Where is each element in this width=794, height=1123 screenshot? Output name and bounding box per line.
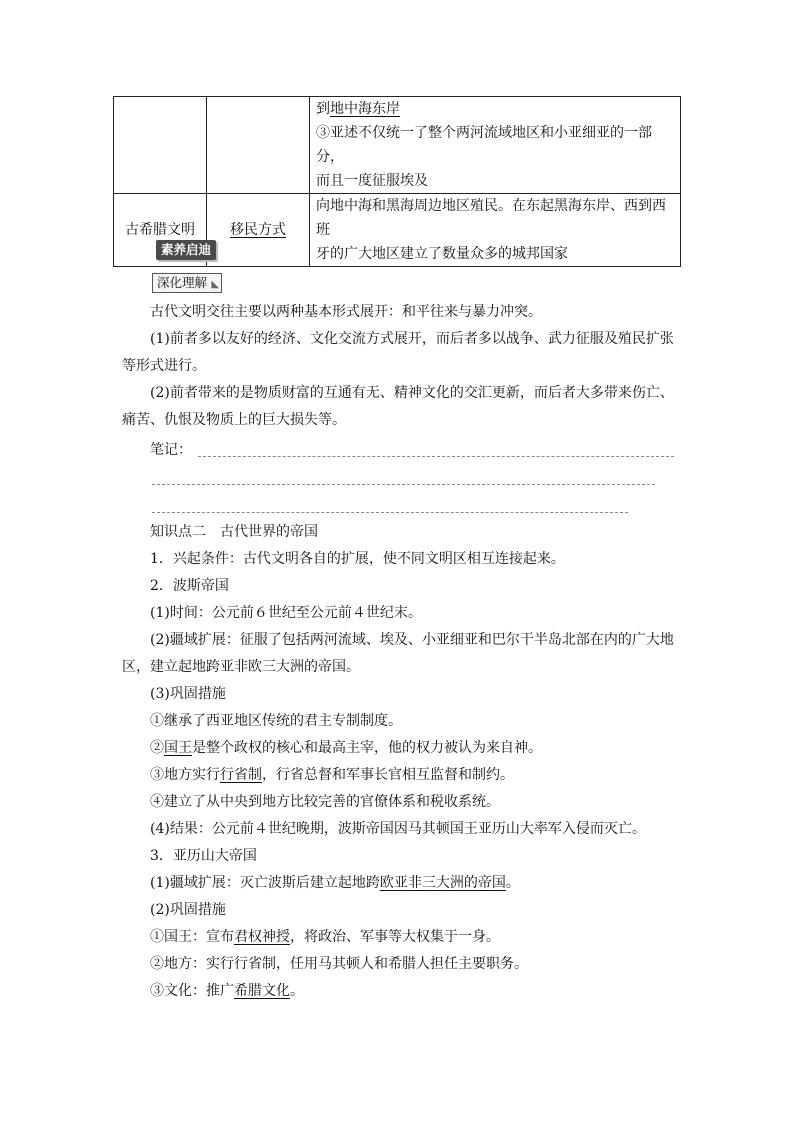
subsection-heading: 3．亚历山大帝国 <box>150 848 257 864</box>
text-span: ③文化：推广 <box>150 983 234 999</box>
paragraph-line: (4)结果：公元前４世纪晚期，波斯帝国因马其顿国王亚历山大率军入侵而灭亡。 <box>150 821 646 837</box>
text-span: ② <box>150 740 164 756</box>
table-cell-method <box>207 97 310 194</box>
underlined-term: 移民方式 <box>230 222 286 238</box>
cell-line: ③亚述不仅统一了整个两河流域地区和小亚细亚的一部分， <box>316 125 652 165</box>
paragraph-line: (2)疆域扩展：征服了包括两河流域、埃及、小亚细亚和巴尔干半岛北部在内的广大地 <box>150 632 674 648</box>
paragraph-line: (1)前者多以友好的经济、文化交流方式展开，而后者多以战争、武力征服及殖民扩张 <box>150 331 674 347</box>
text-span: ，将政治、军事等大权集于一身。 <box>290 929 500 945</box>
text-span: 是整个政权的核心和最高主宰，他的权力被认为来自神。 <box>192 740 542 756</box>
paragraph-line: ④建立了从中央到地方比较完善的官僚体系和税收系统。 <box>150 794 500 810</box>
underlined-term: 希腊文化 <box>234 983 290 999</box>
paragraph-line <box>150 765 514 785</box>
table-cell-method <box>207 194 310 267</box>
paragraph-line: ①继承了西亚地区传统的君主专制制度。 <box>150 713 402 729</box>
section-tag-label: 深化理解 <box>157 275 208 290</box>
paragraph-line: 古代文明交往主要以两种基本形式展开：和平往来与暴力冲突。 <box>150 304 542 320</box>
table-row <box>114 97 681 194</box>
text-span: ，行省总督和军事长官相互监督和制约。 <box>262 767 514 783</box>
corner-mark-icon: ◣ <box>211 279 220 290</box>
section-heading: 知识点二 古代世界的帝国 <box>150 524 318 540</box>
underlined-term: 君权神授 <box>234 929 290 945</box>
paragraph-line: 痛苦、仇恨及物质上的巨大损失等。 <box>122 412 346 428</box>
cell-line: 向地中海和黑海周边地区殖民。在东起黑海东岸、西到西班 <box>316 198 666 238</box>
paragraph-line: (2)前者带来的是物质财富的互通有无、精神文化的交汇更新，而后者大多带来伤亡、 <box>150 385 674 401</box>
text-span: 。 <box>290 983 304 999</box>
section-badge: 素养启迪 <box>156 240 216 260</box>
cell-text: 到 <box>316 101 330 117</box>
notes-rule <box>152 512 628 513</box>
text-span: (1)疆域扩展：灭亡波斯后建立起地跨 <box>150 875 380 891</box>
section-tag <box>152 273 222 293</box>
paragraph-line <box>150 981 304 1001</box>
underlined-term: 行省制 <box>220 767 262 783</box>
paragraph-line: 等形式进行。 <box>122 358 206 374</box>
underlined-term: 欧亚非三大洲的帝国 <box>379 875 506 891</box>
paragraph-line <box>150 873 520 893</box>
cell-line: 而且一度征服埃及 <box>316 173 428 189</box>
paragraph-line: 1．兴起条件：古代文明各自的扩展，使不同文明区相互连接起来。 <box>150 551 565 567</box>
table-cell-civilization <box>114 97 207 194</box>
paragraph-line: (2)巩固措施 <box>150 902 226 918</box>
notes-label: 笔记： <box>150 442 192 458</box>
paragraph-line: ②地方：实行行省制，任用马其顿人和希腊人担任主要职务。 <box>150 956 528 972</box>
subsection-heading: 2．波斯帝国 <box>150 578 229 594</box>
text-span: 。 <box>505 875 520 891</box>
notes-rule <box>152 484 655 485</box>
underlined-term: 国王 <box>164 740 192 756</box>
paragraph-line: 区，建立起地跨亚非欧三大洲的帝国。 <box>122 659 360 675</box>
text-span: ③地方实行 <box>150 767 220 783</box>
paragraph-line: (3)巩固措施 <box>150 686 226 702</box>
table-cell-description <box>310 194 681 267</box>
paragraph-line: (1)时间：公元前６世纪至公元前４世纪末。 <box>150 605 422 621</box>
notes-rule <box>198 456 674 457</box>
paragraph-line <box>150 927 500 947</box>
cell-line <box>316 97 674 121</box>
paragraph-line <box>150 738 542 758</box>
cell-line: 牙的广大地区建立了数量众多的城邦国家 <box>316 246 568 262</box>
table-cell-description <box>310 97 681 194</box>
table-cell-civilization: 古希腊文明 <box>114 194 207 267</box>
underlined-term: 地中海东岸 <box>330 101 400 117</box>
text-span: ①国王：宣布 <box>150 929 234 945</box>
